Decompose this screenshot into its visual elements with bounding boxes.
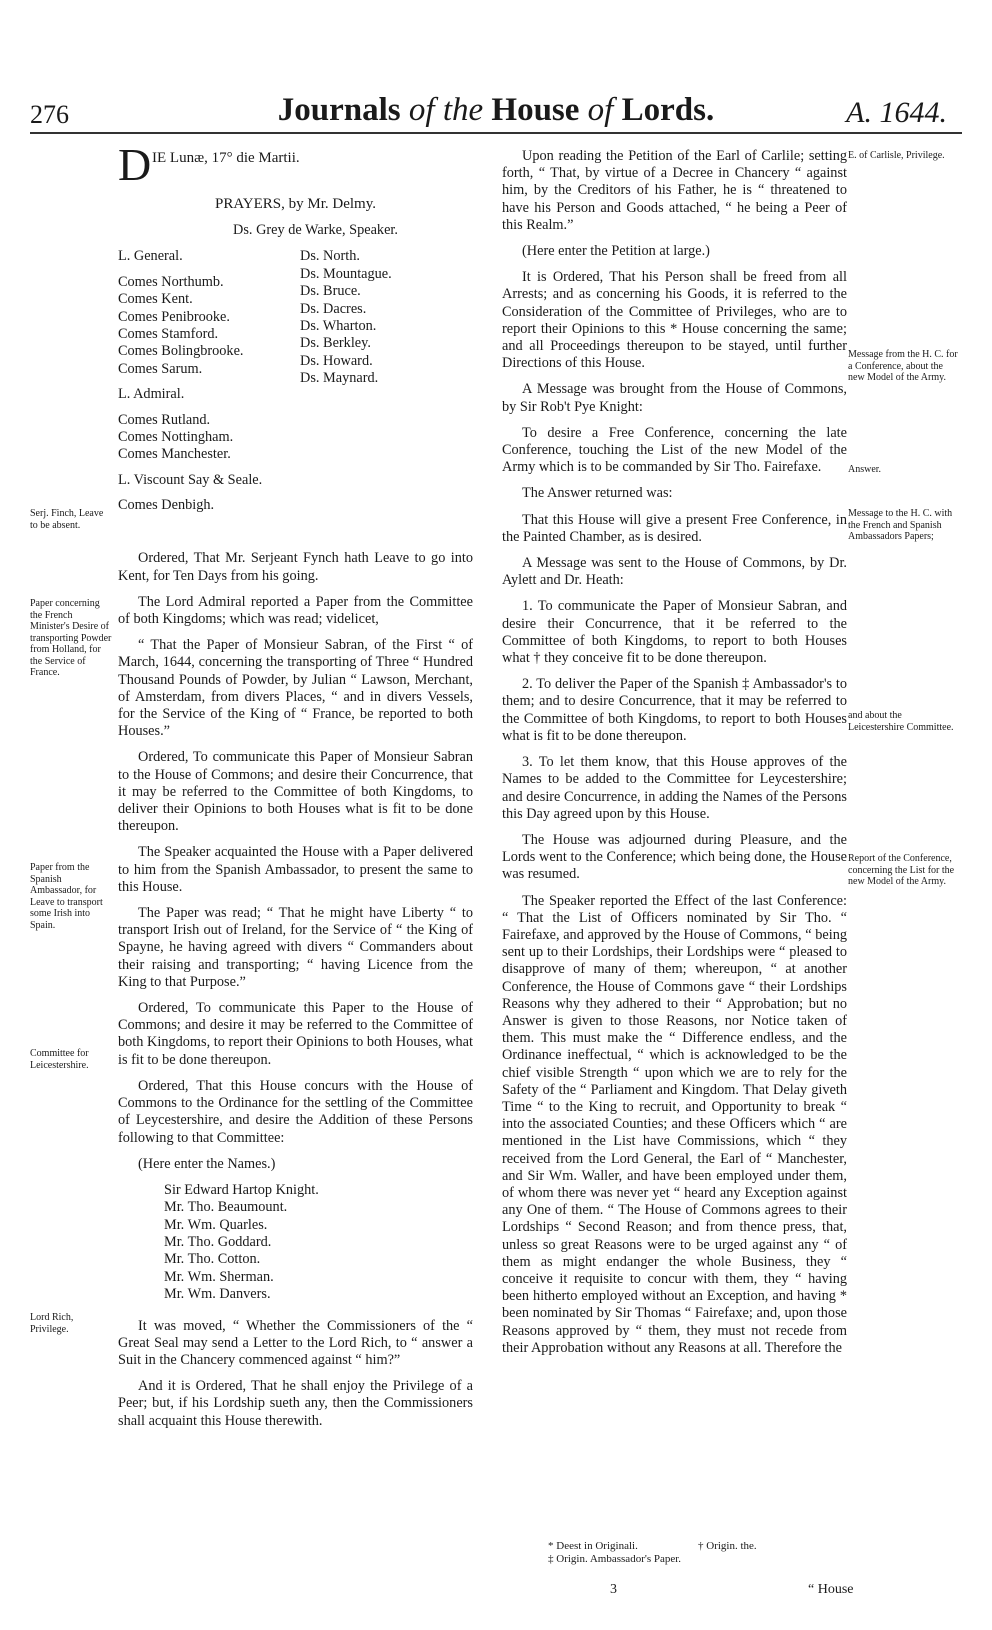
entry-spanish-read: The Paper was read; “ That he might have Liberty “ to transport Irish out of Ireland, for the Service of “ the King of Spayne, he having agreed with divers “ Commanders about their raising and transporting; “ having Licence from the King to that Purpose.”	[118, 905, 473, 990]
entry-answer-heading: The Answer returned was:	[522, 485, 673, 502]
title-word: Lords.	[613, 92, 715, 128]
roster-entry: Comes Penibrooke.	[118, 308, 230, 325]
entry-message-item-3: 3. To let them know, that this House approves of the Names to be added to the Committee for Leycestershire; and desire Concurrence, in adding the Names of the Persons this Day agreed upon by this House.	[502, 754, 847, 822]
roster-entry: Ds. Dacres.	[300, 300, 367, 317]
roster-entry: Comes Denbigh.	[118, 497, 215, 514]
entry-carlile-petition: Upon reading the Petition of the Earl of Carlile; setting forth, “ That, by virtue of a Decree in Chancery “ against him, by the Creditors of his Father, he is “ threatened to have his Person and Goods attached, “ he being a Peer of this Realm.”	[502, 148, 847, 233]
catchword: “ House	[808, 1582, 854, 1597]
roster-entry: Ds. Berkley.	[300, 335, 371, 352]
roster-entry: Ds. North.	[300, 248, 360, 265]
entry-message-item-1: 1. To communicate the Paper of Monsieur Sabran, and desire their Concurrence, that it be referred to the Committee of both Kingdoms, to report to both Houses what † they conceive fit to be done thereupon.	[502, 598, 847, 667]
margin-note-leicester: Committee for Leicestershire.	[30, 1048, 89, 1071]
attendance-roster	[118, 248, 473, 538]
footnotes	[548, 1540, 808, 1566]
committee-name: Mr. Tho. Beaumount.	[164, 1199, 288, 1216]
entry-leicester-order: Ordered, That this House concurs with the House of Commons to the Ordinance for the settling of the Committee of Leycestershire, and desire the Addition of these Persons following to that Committee:	[118, 1077, 473, 1146]
committee-names	[118, 1182, 473, 1304]
prayers-line: PRAYERS, by Mr. Delmy.	[214, 196, 376, 212]
roster-left	[118, 248, 318, 514]
margin-note-spanish: Paper from the Spanish Ambassador, for Leave to transport some Irish into Spain.	[30, 862, 103, 931]
roster-entry: Comes Northumb.	[118, 273, 224, 290]
footnote: ‡ Origin. Ambassador's Paper.	[548, 1553, 682, 1565]
committee-name: Mr. Wm. Sherman.	[164, 1268, 274, 1285]
roster-entry: Comes Stamford.	[118, 325, 219, 342]
left-column	[118, 139, 473, 1439]
entry-sabran-order: Ordered, To communicate this Paper of Monsieur Sabran to the House of Commons; and desire their Concurrence, that it may be referred to the Committee of both Kingdoms, to deliver their Opinions to both Houses what is fit to be done thereupon.	[118, 749, 473, 835]
roster-entry: Comes Manchester.	[118, 446, 231, 463]
roster-entry: Comes Kent.	[118, 291, 193, 308]
committee-name: Mr. Tho. Goddard.	[164, 1234, 272, 1251]
dateline: IE Lunæ, 17° die Martii.	[152, 150, 300, 166]
committee-name: Mr. Wm. Danvers.	[164, 1286, 271, 1303]
running-year: A. 1644.	[846, 96, 947, 129]
entry-sabran-paper: “ That the Paper of Monsieur Sabran, of the First “ of March, 1644, concerning the transporting of Three “ Hundred Thousand Pounds of Powder, by Julian “ Lawson, Merchant, of Amsterdam, from divers Places, “ and in divers Vessels, for the Service of the King of “ France, be reported to both Houses.”	[118, 637, 473, 740]
title-word: Journals	[277, 92, 409, 128]
margin-note-ambassadors: Message to the H. C. with the French and Spanish Ambassadors Papers;	[848, 508, 953, 542]
entry-finch-leave: Ordered, That Mr. Serjeant Fynch hath Leave to go into Kent, for Ten Days from his going.	[118, 550, 473, 584]
margin-note-leicester-committee: and about the Leicestershire Committee.	[848, 710, 954, 733]
drop-cap: D	[118, 139, 152, 190]
entry-petition-note: (Here enter the Petition at large.)	[522, 243, 710, 260]
roster-entry: Comes Sarum.	[118, 360, 203, 377]
margin-note-report: Report of the Conference, concerning the List for the new Model of the Army.	[848, 853, 955, 887]
running-header	[0, 0, 992, 140]
entry-spanish-paper: The Speaker acquainted the House with a Paper delivered to him from the Spanish Ambassador, to present the same to this House.	[118, 844, 473, 895]
entry-message-commons: A Message was brought from the House of Commons, by Sir Rob't Pye Knight:	[502, 381, 847, 415]
entry-adjournment: The House was adjourned during Pleasure, and the Lords went to the Conference; which being done, the House was resumed.	[502, 831, 847, 883]
margin-note-french-powder: Paper concerning the French Minister's Desire of transporting Powder from Holland, for the Service of France.	[30, 598, 112, 678]
committee-name: Mr. Wm. Quarles.	[164, 1216, 268, 1233]
header-rule	[30, 132, 962, 134]
roster-entry: Ds. Maynard.	[300, 370, 379, 387]
dateline-block	[118, 139, 473, 190]
entry-names-note: (Here enter the Names.)	[138, 1155, 276, 1172]
margin-note-carlisle: E. of Carlisle, Privilege.	[848, 150, 945, 161]
speaker-line: Ds. Grey de Warke, Speaker.	[233, 222, 398, 239]
roster-entry: L. Viscount Say & Seale.	[118, 471, 263, 488]
roster-right	[300, 248, 470, 387]
footnote: † Origin. the.	[698, 1540, 757, 1552]
title-word: the	[434, 92, 492, 128]
committee-name: Sir Edward Hartop Knight.	[164, 1181, 319, 1198]
entry-rich-motion: It was moved, “ Whether the Commissioners of the “ Great Seal may send a Letter to the Lord Rich, to “ answer a Suit in the Chancery commenced against “ him?”	[118, 1317, 473, 1369]
entry-admiral-report: The Lord Admiral reported a Paper from the Committee of both Kingdoms; which was read; videlicet,	[118, 593, 473, 628]
roster-entry: Ds. Bruce.	[300, 283, 361, 300]
running-title	[0, 92, 992, 129]
page-number: 276	[30, 100, 69, 129]
margin-note-answer: Answer.	[848, 464, 882, 475]
entry-spanish-order: Ordered, To communicate this Paper to the House of Commons; and desire it may be referred to the Committee of both Kingdoms, to report their Opinions to both Houses, what is fit to be done thereupon.	[118, 1000, 473, 1068]
margin-note-rich: Lord Rich, Privilege.	[30, 1312, 74, 1335]
right-column	[502, 148, 847, 1366]
entry-message-item-2: 2. To deliver the Paper of the Spanish ‡ Ambassador's to them; and to desire Concurrence, that it may be referred to the Committee of both Kingdoms, to report to both Houses what is fit to be done thereupon.	[502, 676, 847, 744]
roster-entry: L. General.	[118, 248, 183, 265]
roster-entry: Comes Rutland.	[118, 411, 211, 428]
title-word: of	[408, 92, 435, 128]
committee-name: Mr. Tho. Cotton.	[164, 1251, 261, 1268]
entry-rich-order: And it is Ordered, That he shall enjoy the Privilege of a Peer; but, if his Lordship sueth any, then the Commissioners shall acquaint this House therewith.	[118, 1378, 473, 1429]
roster-entry: Ds. Mountague.	[300, 265, 392, 282]
roster-entry: Ds. Wharton.	[300, 317, 377, 334]
margin-note-finch: Serj. Finch, Leave to be absent.	[30, 508, 104, 531]
entry-conference-request: To desire a Free Conference, concerning the late Conference, touching the List of the new Model of the Army which is to be commanded by Sir Tho. Fairefaxe.	[502, 424, 847, 476]
roster-entry: L. Admiral.	[118, 386, 185, 403]
roster-entry: Comes Bolingbrooke.	[118, 343, 244, 360]
entry-conference-report: The Speaker reported the Effect of the last Conference: “ That the List of Officers nominated by Sir Tho. “ Fairefaxe, and approved by the House of Commons, “ being sent up to their Lordships, their Lordships were “ pleased to disapprove of many of them; whereupon, “ at another Conference, the House of Commons gave “ their Lordships Reasons why they adhered to their “ Approbation; but no Answer is given to those Reasons, nor Notice taken of them. This must make the “ Difference endless, and the Ordinance ineffectual, “ which is acknowledged to be the chief visible Strength “ upon which we are to rely for the Safety of the “ Parliament and Kingdom. That Delay giveth Time “ to the King to recruit, and Opportunity to break “ into the associated Counties; and these Officers which “ are mentioned in the List have Commissions, which “ they received from the Lord General, the Earl of “ Manchester, and Sir Wm. Waller, and have been employed under them, of whom there was never yet “ heard any Exception against any One of them. “ The House of Commons agrees to their Lordships “ Second Reason; and from thence press, that, unless so great Reasons were to be urged against any “ of them as might endanger the whole Business, they “ conceive it requisite to concur with them, they “ having been hitherto employed without an Exception, and having * been nominated by Sir Thomas “ Fairefaxe; and, upon those Reasons approved by “ them, they must not recede from their Approbation without any Reasons at all. Therefore the	[502, 892, 847, 1356]
footnote: * Deest in Originali.	[548, 1540, 638, 1552]
roster-entry: Ds. Howard.	[300, 352, 373, 369]
signature-mark: 3	[610, 1582, 617, 1597]
title-word: of	[587, 92, 614, 128]
entry-message-sent: A Message was sent to the House of Commons, by Dr. Aylett and Dr. Heath:	[502, 555, 847, 589]
entry-carlile-order: It is Ordered, That his Person shall be freed from all Arrests; and as concerning his Goods, it is referred to the Consideration of the Committee of Privileges, who are to report their Opinions to this * House concerning the same; and all Proceedings thereupon to be stayed, until further Directions of this House.	[502, 269, 847, 372]
entry-answer-text: That this House will give a present Free Conference, in the Painted Chamber, as is desired.	[502, 511, 847, 545]
roster-entry: Comes Nottingham.	[118, 428, 234, 445]
margin-note-conference: Message from the H. C. for a Conference, about the new Model of the Army.	[848, 349, 958, 383]
title-word: House	[491, 92, 580, 128]
